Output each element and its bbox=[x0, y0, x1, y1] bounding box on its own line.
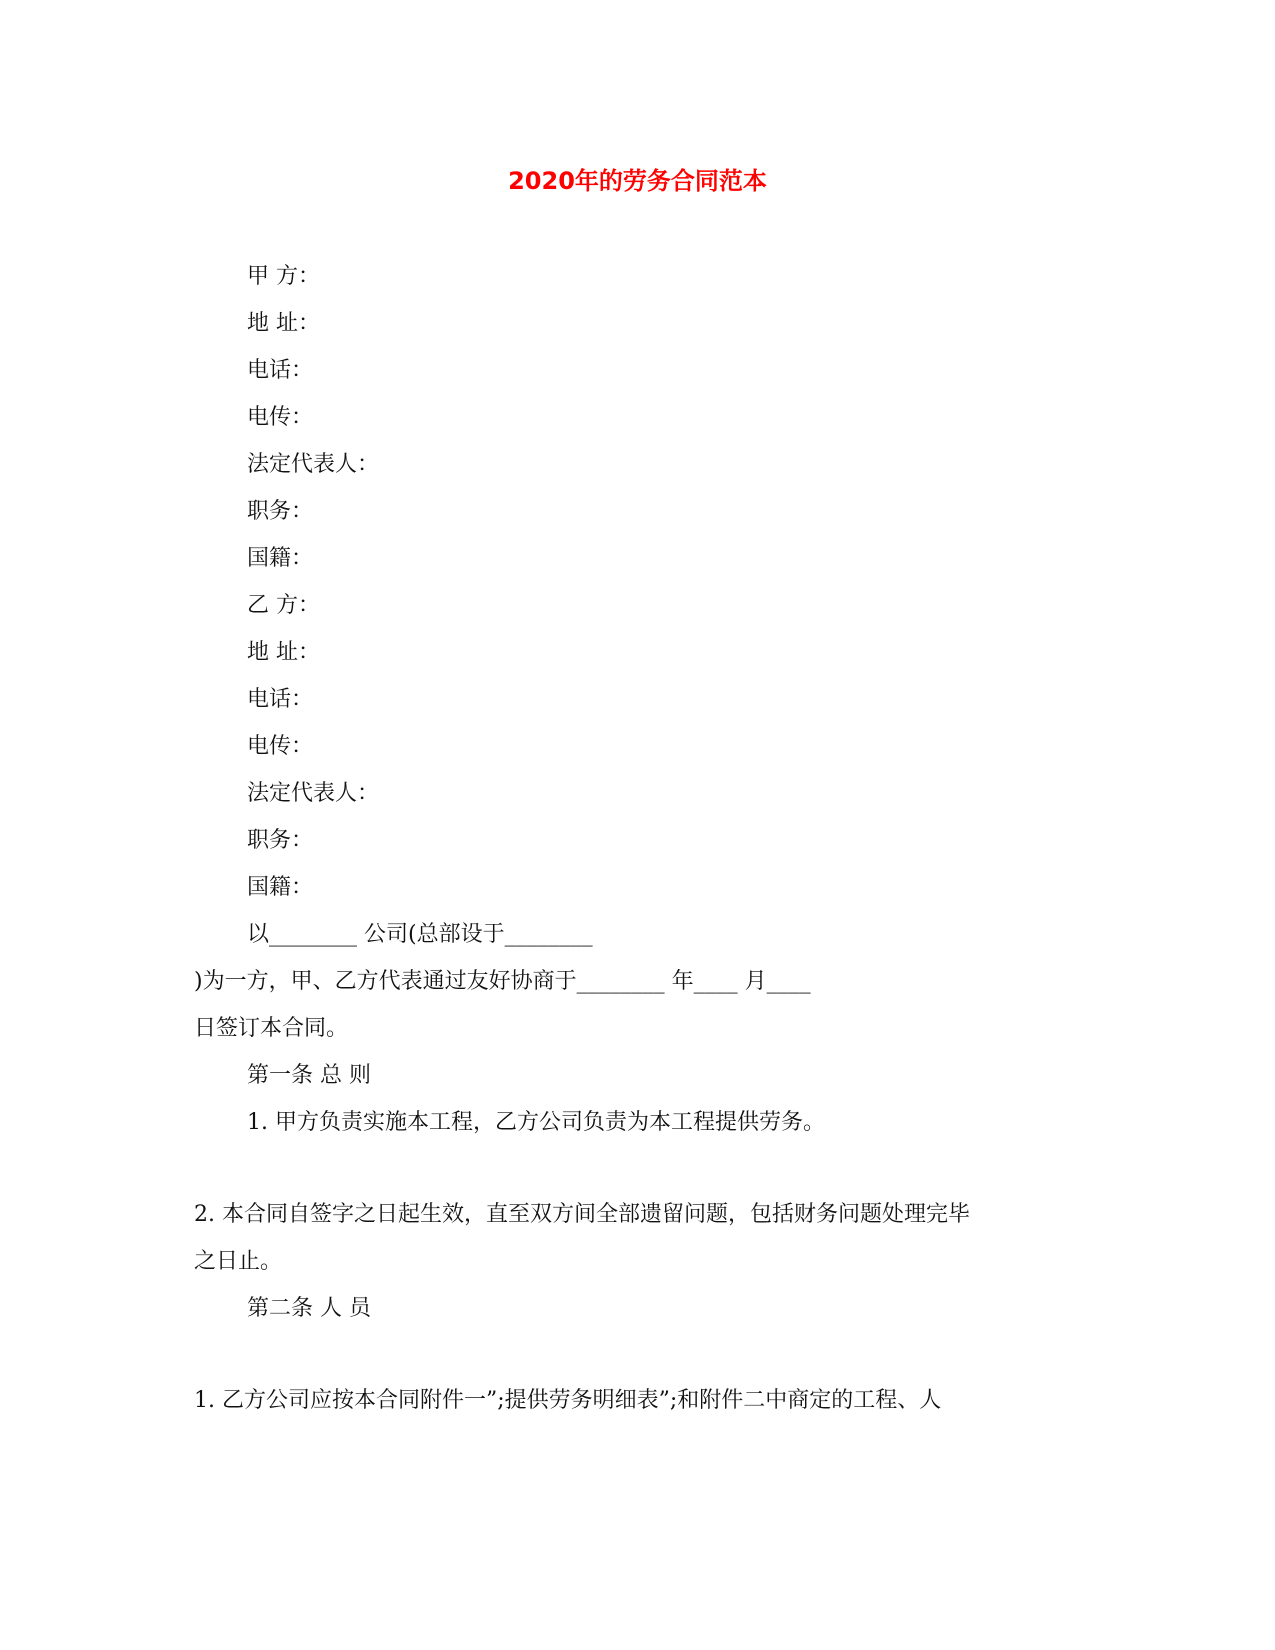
article-2-item-1-line-1: 1. 乙方公司应按本合同附件一”;提供劳务明细表”;和附件二中商定的工程、人 bbox=[194, 1388, 942, 1413]
preamble-line-1: 以________ 公司(总部设于________ bbox=[247, 922, 593, 947]
party-b-address: 地 址： bbox=[247, 640, 320, 665]
party-a-legal-rep: 法定代表人： bbox=[247, 452, 380, 477]
party-b-nationality: 国籍： bbox=[247, 875, 314, 900]
article-1-item-2-line-1: 2. 本合同自签字之日起生效，直至双方间全部遗留问题，包括财务问题处理完毕 bbox=[194, 1202, 970, 1227]
party-b-position: 职务： bbox=[247, 828, 314, 853]
party-a-fax: 电传： bbox=[247, 405, 314, 430]
article-1-item-1: 1. 甲方负责实施本工程，乙方公司负责为本工程提供劳务。 bbox=[247, 1110, 825, 1135]
party-b-legal-rep: 法定代表人： bbox=[247, 781, 380, 806]
party-a-address: 地 址： bbox=[247, 311, 320, 336]
party-a-label: 甲 方： bbox=[247, 264, 320, 289]
party-b-label: 乙 方： bbox=[247, 593, 320, 618]
party-a-phone: 电话： bbox=[247, 358, 314, 383]
article-2-heading: 第二条 人 员 bbox=[247, 1296, 371, 1321]
party-a-nationality: 国籍： bbox=[247, 546, 314, 571]
document-title: 2020年的劳务合同范本 bbox=[508, 167, 767, 195]
preamble-line-2: )为一方，甲、乙方代表通过友好协商于________ 年____ 月____ bbox=[194, 969, 811, 994]
preamble-line-3: 日签订本合同。 bbox=[194, 1016, 349, 1041]
party-b-phone: 电话： bbox=[247, 687, 314, 712]
article-1-heading: 第一条 总 则 bbox=[247, 1063, 371, 1088]
article-1-item-2-line-2: 之日止。 bbox=[194, 1249, 283, 1274]
party-a-position: 职务： bbox=[247, 499, 314, 524]
party-b-fax: 电传： bbox=[247, 734, 314, 759]
